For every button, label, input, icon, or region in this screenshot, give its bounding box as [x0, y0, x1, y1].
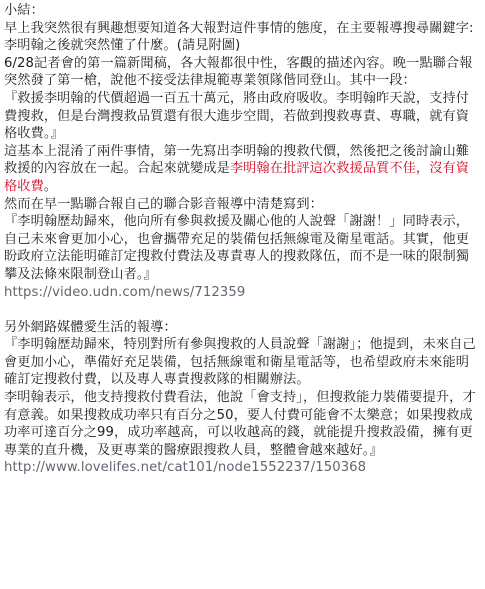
- lovelife-link[interactable]: http://www.lovelifes.net/cat101/node1552237/150368: [4, 460, 367, 476]
- paragraph-gap: [4, 301, 479, 319]
- summary-heading: 小結：: [4, 3, 44, 18]
- intro-paragraph: 早上我突然很有興趣想要知道各大報對這件事情的態度，在主要報導搜尋關鍵字:李明翰之後就突然懂了什麼。(請見附圖): [4, 20, 474, 54]
- analysis-paragraph: [4, 143, 479, 196]
- quote-udn-video: 『李明翰歷劫歸來，他向所有參與救援及關心他的人說聲「謝謝！」同時表示，自己未來會更加小心，也會攜帶充足的裝備包括無線電及衛星電話。其實，他更盼政府立法能明確訂定搜救付費法及專責專人的搜救隊伍，而不是一味的限制獨攀及法條來限制登山者。』: [4, 214, 470, 282]
- quote-lovelife: 『李明翰歷劫歸來，特別對所有參與搜救的人員說聲「謝謝」；他提到，未來自己會更加小心，準備好充足裝備，包括無線電和衛星電話等，也希望政府未來能明確訂定搜救付費，以及專人專責搜救隊的相關辦法。: [4, 337, 476, 388]
- analysis-end: 。: [43, 178, 58, 194]
- highlighted-claim: 李明翰在批評這次救援品質不佳，沒有資格收費: [4, 161, 470, 194]
- lovelife-intro: 另外網路媒體愛生活的報導：: [4, 319, 177, 335]
- udn-video-link[interactable]: https://video.udn.com/news/712359: [4, 284, 246, 300]
- press-paragraph: 6/28記者會的第一篇新聞稿，各大報都很中性，客觀的描述內容。晚一點聯合報突然發了第一槍，說他不接受法律規範專業領隊偕同登山。其中一段：: [4, 55, 473, 89]
- quote-udn-news: 『救援李明翰的代價超過一百五十萬元，將由政府吸收。李明翰昨天說，支持付費搜救，但是台灣搜救品質還有很大進步空間，若做到搜救專責、專職，就有資格收費。』: [4, 90, 470, 142]
- video-intro-paragraph: 然而在早一點聯合報自己的聯合影音報導中清楚寫到：: [4, 196, 323, 212]
- analysis-text: 這基本上混淆了兩件事情，第一先寫出李明翰的搜救代價，然後把之後討論山難救援的內容放在一起。合起來就變成是: [4, 143, 470, 177]
- quote-lovelife-cont: 李明翰表示，他支持搜救付費看法，他說「會支持」，但搜救能力裝備要提升，才有意義。如果搜救成功率只有百分之50，要人付費可能會不太樂意；如果搜救成功率可達百分之99，成功率越高，可以收越高的錢，就能提升搜救設備，擁有更專業的直升機，及更專業的醫療跟搜救人員，整體會越來越好。』: [4, 390, 476, 458]
